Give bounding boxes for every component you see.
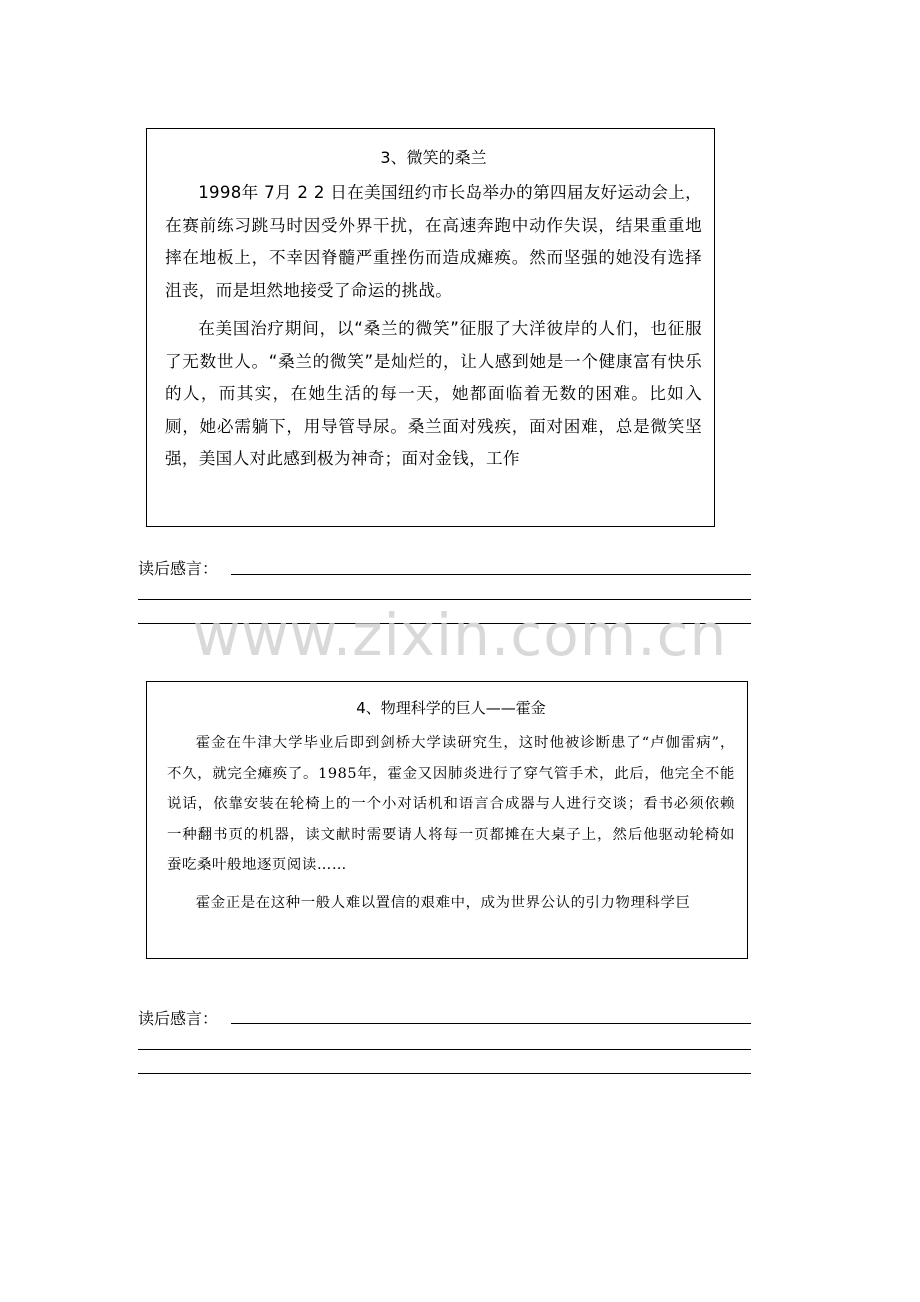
article-content: [147, 147, 714, 482]
response-area-2: [138, 1009, 751, 1079]
response-line[interactable]: [231, 1023, 751, 1024]
article-paragraph: 霍金在牛津大学毕业后即到剑桥大学读研究生，这时他被诊断患了“卢伽雷病”，不久，就完全瘫痪了。1985年，霍金又因肺炎进行了穿气管手术，此后，他完全不能说话，依靠安装在轮椅上的一个小对话机和语言合成器与人进行交谈；看书必须依赖一种翻书页的机器，读文献时需要请人将每一页都摊在大桌子上，然后他驱动轮椅如蚕吃桑叶般地逐页阅读……: [167, 735, 735, 873]
watermark: www.zixin.com.cn: [192, 601, 728, 669]
article-box-sanglan: [146, 128, 715, 527]
response-line[interactable]: [231, 574, 751, 575]
article-box-hawking: [146, 681, 748, 959]
response-label: 读后感言：: [138, 559, 219, 578]
article-paragraph: 霍金正是在这种一般人难以置信的艰难中，成为世界公认的引力物理科学巨: [195, 894, 691, 911]
response-line[interactable]: [138, 623, 751, 624]
response-area-1: [138, 559, 751, 629]
article-paragraph: 1998年 7月 2 2 日在美国纽约市长岛举办的第四届友好运动会上，在赛前练习跳马时因受外界干扰，在高速奔跑中动作失误，结果重重地摔在地板上，不幸因脊髓严重挫伤而造成瘫痪。然而坚强的她没有选择沮丧，而是坦然地接受了命运的挑战。: [165, 183, 702, 300]
response-line[interactable]: [138, 1073, 751, 1074]
article-paragraph: 在美国治疗期间，以“桑兰的微笑”征服了大洋彼岸的人们，也征服了无数世人。“桑兰的微笑”是灿烂的，让人感到她是一个健康富有快乐的人，而其实，在她生活的每一天，她都面临着无数的困难。比如入厕，她必需躺下，用导管导尿。桑兰面对残疾，面对困难，总是微笑坚强，美国人对此感到极为神奇；面对金钱，工作: [165, 319, 702, 468]
response-line[interactable]: [138, 599, 751, 600]
article-title: 4、物理科学的巨人——霍金: [356, 699, 546, 717]
article-content: [147, 698, 747, 925]
response-line[interactable]: [138, 1049, 751, 1050]
article-title: 3、微笑的桑兰: [380, 148, 487, 167]
response-label: 读后感言：: [138, 1009, 219, 1028]
